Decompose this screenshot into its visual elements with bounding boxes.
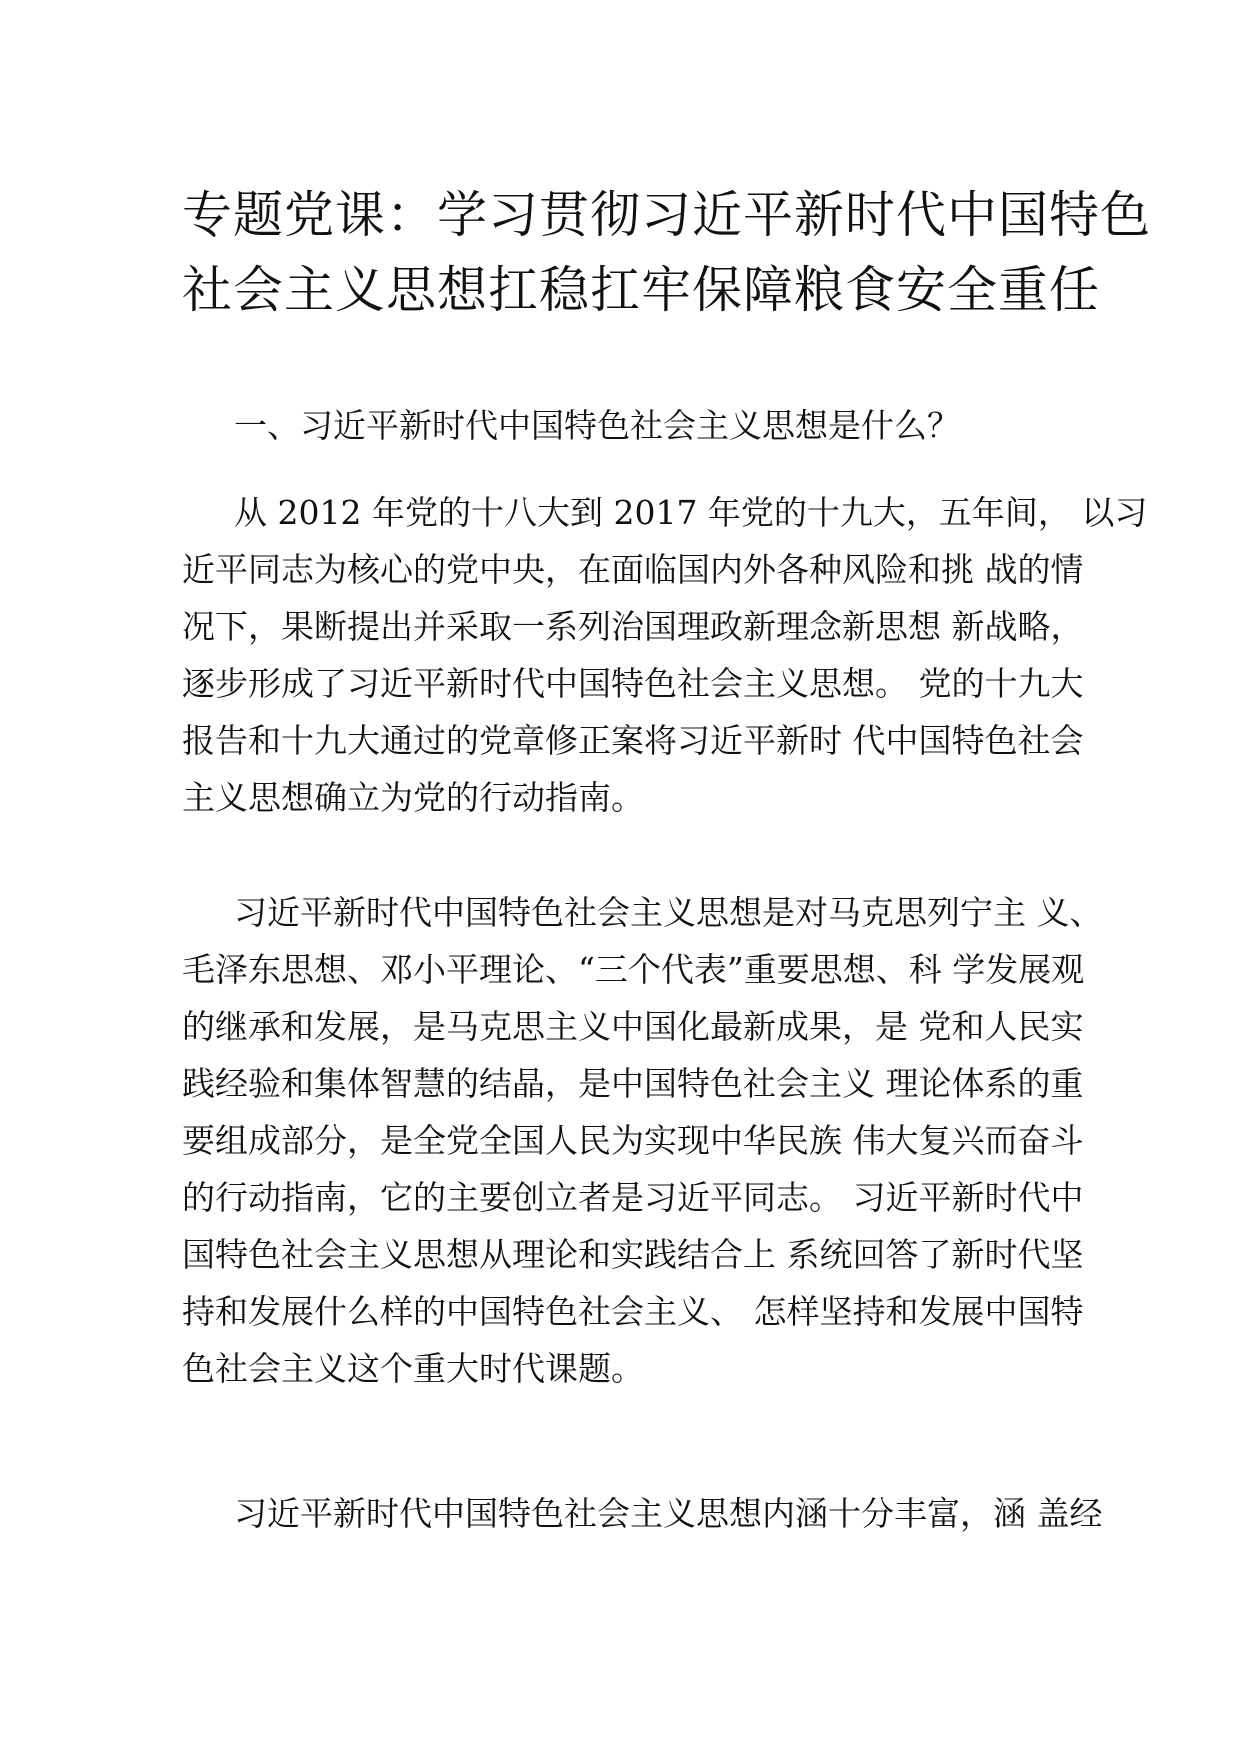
paragraph-line: 持和发展什么样的中国特色社会主义、 怎样坚持和发展中国特 [182, 1292, 1084, 1331]
paragraph-1 [182, 484, 1148, 826]
paragraph-line: 国特色社会主义思想从理论和实践结合上 系统回答了新时代坚 [182, 1235, 1084, 1274]
paragraph-line: 的行动指南，它的主要创立者是习近平同志。 习近平新时代中 [182, 1178, 1084, 1217]
title-line: 社会主义思想扛稳扛牢保障粮食安全重任 [182, 261, 1100, 319]
paragraph-2 [182, 884, 1103, 1397]
paragraph-line: 逐步形成了习近平新时代中国特色社会主义思想。 党的十九大 [182, 664, 1084, 703]
paragraph-line: 近平同志为核心的党中央，在面临国内外各种风险和挑 战的情 [182, 550, 1084, 589]
paragraph-line: 从 2012 年党的十八大到 2017 年党的十九大，五年间， 以习 [234, 493, 1148, 532]
paragraph-line: 习近平新时代中国特色社会主义思想内涵十分丰富，涵 盖经 [234, 1494, 1103, 1533]
paragraph-line: 毛泽东思想、邓小平理论、“三个代表”重要思想、科 学发展观 [182, 950, 1085, 989]
paragraph-3 [182, 1485, 1103, 1542]
paragraph-line: 色社会主义这个重大时代课题。 [182, 1349, 644, 1388]
paragraph-line: 况下，果断提出并采取一系列治国理政新理念新思想 新战略， [182, 607, 1084, 646]
paragraph-line: 主义思想确立为党的行动指南。 [182, 778, 644, 817]
section-heading: 一、习近平新时代中国特色社会主义思想是什么？ [234, 406, 960, 445]
document-title [182, 178, 1151, 328]
paragraph-line: 报告和十九大通过的党章修正案将习近平新时 代中国特色社会 [182, 721, 1084, 760]
title-line: 专题党课：学习贯彻习近平新时代中国特色 [182, 186, 1151, 244]
paragraph-line: 习近平新时代中国特色社会主义思想是对马克思列宁主 义、 [234, 893, 1103, 932]
paragraph-line: 的继承和发展，是马克思主义中国化最新成果，是 党和人民实 [182, 1007, 1084, 1046]
paragraph-line: 践经验和集体智慧的结晶，是中国特色社会主义 理论体系的重 [182, 1064, 1084, 1103]
paragraph-line: 要组成部分，是全党全国人民为实现中华民族 伟大复兴而奋斗 [182, 1121, 1084, 1160]
